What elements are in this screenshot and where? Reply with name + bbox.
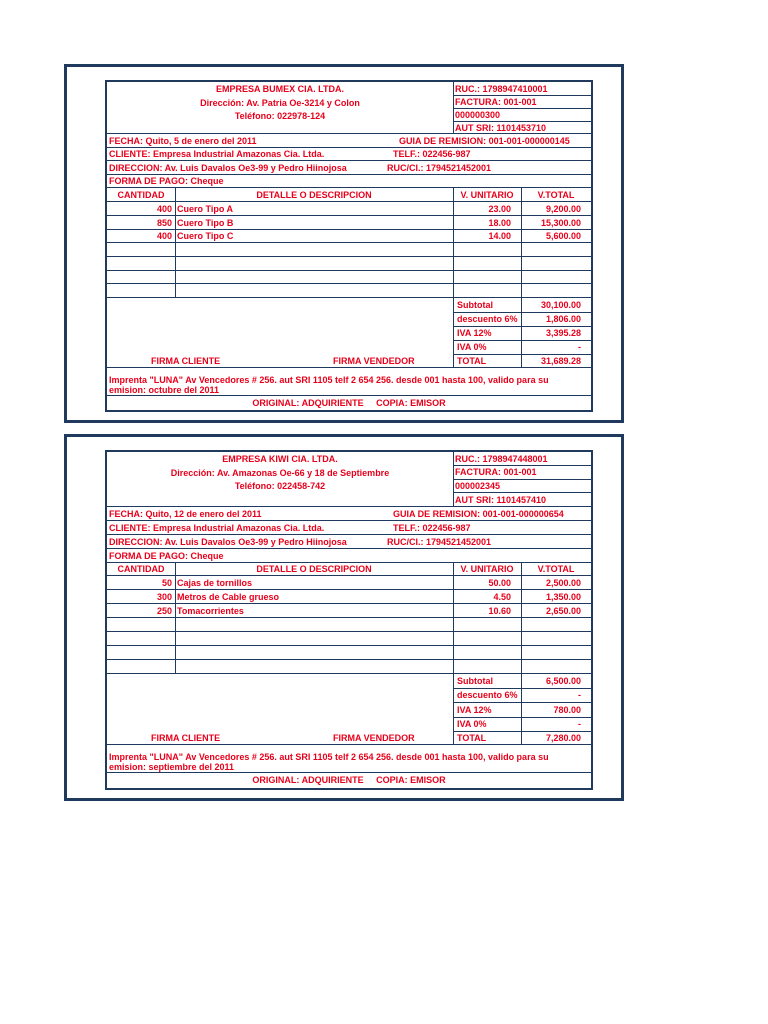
company-header bbox=[107, 452, 591, 507]
table-row bbox=[107, 202, 591, 216]
total-label: TOTAL bbox=[457, 356, 487, 366]
forma-pago-row bbox=[107, 549, 591, 563]
item-cantidad: 400 bbox=[156, 231, 172, 241]
direccion-row bbox=[107, 161, 591, 175]
item-unitario: 23.00 bbox=[488, 203, 511, 214]
table-row-empty bbox=[107, 284, 591, 298]
header-cantidad: CANTIDAD bbox=[117, 189, 165, 200]
table-row-empty bbox=[107, 618, 591, 632]
subtotal-label: Subtotal bbox=[457, 676, 493, 686]
imprenta-line-2: emision: septiembre del 2011 bbox=[109, 762, 235, 772]
descuento-label: descuento 6% bbox=[457, 690, 518, 700]
table-row bbox=[107, 590, 591, 604]
descuento-label: descuento 6% bbox=[457, 314, 518, 324]
table-row-empty bbox=[107, 646, 591, 660]
item-total: 15,300.00 bbox=[540, 217, 581, 228]
imprenta-line-2: emision: octubre del 2011 bbox=[109, 385, 220, 395]
item-unitario: 18.00 bbox=[488, 217, 511, 228]
ruc: RUC.: 1798947410001 bbox=[455, 83, 548, 94]
table-row-empty bbox=[107, 243, 591, 257]
original-copia-row bbox=[107, 396, 591, 409]
direccion-cliente: DIRECCION: Av. Luis Davalos Oe3-99 y Pedro Hiinojosa bbox=[109, 536, 347, 547]
invoice-table bbox=[105, 80, 593, 412]
original-copia: ORIGINAL: ADQUIRIENTE COPIA: EMISOR bbox=[252, 774, 446, 785]
item-unitario: 14.00 bbox=[488, 231, 511, 241]
factura: FACTURA: 001-001 bbox=[455, 96, 537, 107]
item-cantidad: 400 bbox=[156, 203, 172, 214]
firma-vendedor: FIRMA VENDEDOR bbox=[333, 733, 415, 743]
item-detalle: Tomacorrientes bbox=[177, 605, 244, 616]
iva0-label: IVA 0% bbox=[457, 342, 487, 352]
header-unitario: V. UNITARIO bbox=[460, 189, 514, 200]
iva12-value: 780.00 bbox=[553, 704, 581, 715]
header-unitario: V. UNITARIO bbox=[460, 564, 514, 574]
table-row bbox=[107, 576, 591, 590]
iva0-value: - bbox=[578, 342, 581, 352]
descuento-value: 1,806.00 bbox=[545, 314, 581, 324]
item-total: 5,600.00 bbox=[545, 231, 581, 241]
cliente-row bbox=[107, 521, 591, 535]
forma-pago-row bbox=[107, 175, 591, 188]
cliente-row bbox=[107, 148, 591, 161]
item-detalle: Cajas de tornillos bbox=[177, 577, 253, 588]
item-total: 2,500.00 bbox=[545, 577, 581, 588]
fecha: FECHA: Quito, 12 de enero del 2011 bbox=[109, 508, 262, 519]
item-detalle: Cuero Tipo A bbox=[177, 203, 233, 214]
company-address: Dirección: Av. Patria Oe-3214 y Colon bbox=[200, 97, 360, 108]
ruc-ci: RUC/CI.: 1794521452001 bbox=[387, 162, 492, 173]
company-phone: Teléfono: 022458-742 bbox=[234, 480, 326, 491]
totals-block bbox=[107, 674, 591, 745]
table-row-empty bbox=[107, 660, 591, 674]
item-total: 1,350.00 bbox=[545, 591, 581, 602]
subtotal-value: 6,500.00 bbox=[545, 676, 581, 686]
invoice-table bbox=[105, 450, 593, 790]
total-label: TOTAL bbox=[457, 733, 487, 743]
iva0-label: IVA 0% bbox=[457, 719, 487, 729]
descuento-value: - bbox=[578, 690, 581, 700]
total-value: 31,689.28 bbox=[540, 356, 581, 366]
imprenta-block bbox=[107, 745, 591, 773]
fecha: FECHA: Quito, 5 de enero del 2011 bbox=[109, 135, 257, 146]
iva0-value: - bbox=[578, 719, 581, 729]
header-detalle: DETALLE O DESCRIPCION bbox=[256, 564, 372, 574]
item-cantidad: 300 bbox=[156, 591, 172, 602]
ruc-ci: RUC/CI.: 1794521452001 bbox=[387, 536, 492, 547]
item-detalle: Metros de Cable grueso bbox=[177, 591, 280, 602]
fecha-row bbox=[107, 134, 591, 148]
imprenta-block bbox=[107, 368, 591, 396]
original-copia: ORIGINAL: ADQUIRIENTE COPIA: EMISOR bbox=[252, 397, 446, 408]
firma-cliente: FIRMA CLIENTE bbox=[151, 733, 221, 743]
factura: FACTURA: 001-001 bbox=[455, 467, 537, 477]
table-row-empty bbox=[107, 632, 591, 646]
original-copia-row bbox=[107, 773, 591, 786]
totals-block bbox=[107, 298, 591, 368]
table-row bbox=[107, 216, 591, 230]
item-detalle: Cuero Tipo B bbox=[177, 217, 234, 228]
direccion-row bbox=[107, 535, 591, 549]
header-total: V.TOTAL bbox=[537, 189, 575, 200]
iva12-value: 3,395.28 bbox=[545, 328, 581, 338]
aut-sri: AUT SRI: 1101457410 bbox=[455, 494, 547, 505]
invoice-number: 000000300 bbox=[455, 109, 501, 120]
iva12-label: IVA 12% bbox=[457, 328, 492, 338]
company-phone: Teléfono: 022978-124 bbox=[234, 110, 326, 121]
item-unitario: 4.50 bbox=[493, 591, 511, 602]
header-detalle: DETALLE O DESCRIPCION bbox=[256, 189, 372, 200]
item-detalle: Cuero Tipo C bbox=[177, 231, 234, 241]
table-header bbox=[107, 563, 591, 576]
guia-remision: GUIA DE REMISION: 001-001-000000654 bbox=[393, 508, 564, 519]
aut-sri: AUT SRI: 1101453710 bbox=[455, 122, 547, 133]
item-total: 9,200.00 bbox=[545, 203, 581, 214]
iva12-label: IVA 12% bbox=[457, 704, 492, 715]
ruc: RUC.: 1798947448001 bbox=[455, 453, 548, 464]
forma-pago: FORMA DE PAGO: Cheque bbox=[109, 176, 224, 186]
invoice-frame bbox=[64, 64, 624, 423]
company-name: EMPRESA BUMEX CIA. LTDA. bbox=[215, 84, 344, 94]
header-total: V.TOTAL bbox=[537, 564, 575, 574]
invoice-number: 000002345 bbox=[455, 480, 501, 491]
forma-pago: FORMA DE PAGO: Cheque bbox=[109, 550, 224, 561]
direccion-cliente: DIRECCION: Av. Luis Davalos Oe3-99 y Pedro Hiinojosa bbox=[109, 162, 347, 173]
guia-remision: GUIA DE REMISION: 001-001-000000145 bbox=[399, 135, 570, 146]
table-row-empty bbox=[107, 271, 591, 284]
company-header bbox=[107, 82, 591, 134]
firma-vendedor: FIRMA VENDEDOR bbox=[333, 356, 415, 366]
total-value: 7,280.00 bbox=[545, 733, 581, 743]
item-cantidad: 50 bbox=[161, 577, 172, 588]
fecha-row bbox=[107, 507, 591, 521]
company-address: Dirección: Av. Amazonas Oe-66 y 18 de Septiembre bbox=[170, 467, 390, 478]
subtotal-value: 30,100.00 bbox=[540, 300, 581, 310]
item-total: 2,650.00 bbox=[545, 605, 581, 616]
company-name: EMPRESA KIWI CIA. LTDA. bbox=[222, 454, 338, 464]
cliente: CLIENTE: Empresa Industrial Amazonas Cia. Ltda. bbox=[109, 522, 325, 533]
invoice-frame bbox=[64, 434, 624, 801]
telf: TELF.: 022456-987 bbox=[393, 149, 471, 159]
table-row bbox=[107, 604, 591, 618]
item-unitario: 50.00 bbox=[488, 577, 511, 588]
firma-cliente: FIRMA CLIENTE bbox=[151, 356, 221, 366]
item-cantidad: 250 bbox=[156, 605, 172, 616]
imprenta-line-1: Imprenta "LUNA" Av Vencedores # 256. aut SRI 1105 telf 2 654 256. desde 001 hasta 100, valido para su bbox=[109, 375, 549, 385]
header-cantidad: CANTIDAD bbox=[117, 564, 165, 574]
table-header bbox=[107, 188, 591, 202]
imprenta-line-1: Imprenta "LUNA" Av Vencedores # 256. aut SRI 1105 telf 2 654 256. desde 001 hasta 100, valido para su bbox=[109, 752, 549, 762]
table-row bbox=[107, 230, 591, 243]
cliente: CLIENTE: Empresa Industrial Amazonas Cia. Ltda. bbox=[109, 149, 325, 159]
item-unitario: 10.60 bbox=[488, 605, 511, 616]
item-cantidad: 850 bbox=[156, 217, 172, 228]
telf: TELF.: 022456-987 bbox=[393, 522, 471, 533]
table-row-empty bbox=[107, 257, 591, 271]
subtotal-label: Subtotal bbox=[457, 300, 493, 310]
